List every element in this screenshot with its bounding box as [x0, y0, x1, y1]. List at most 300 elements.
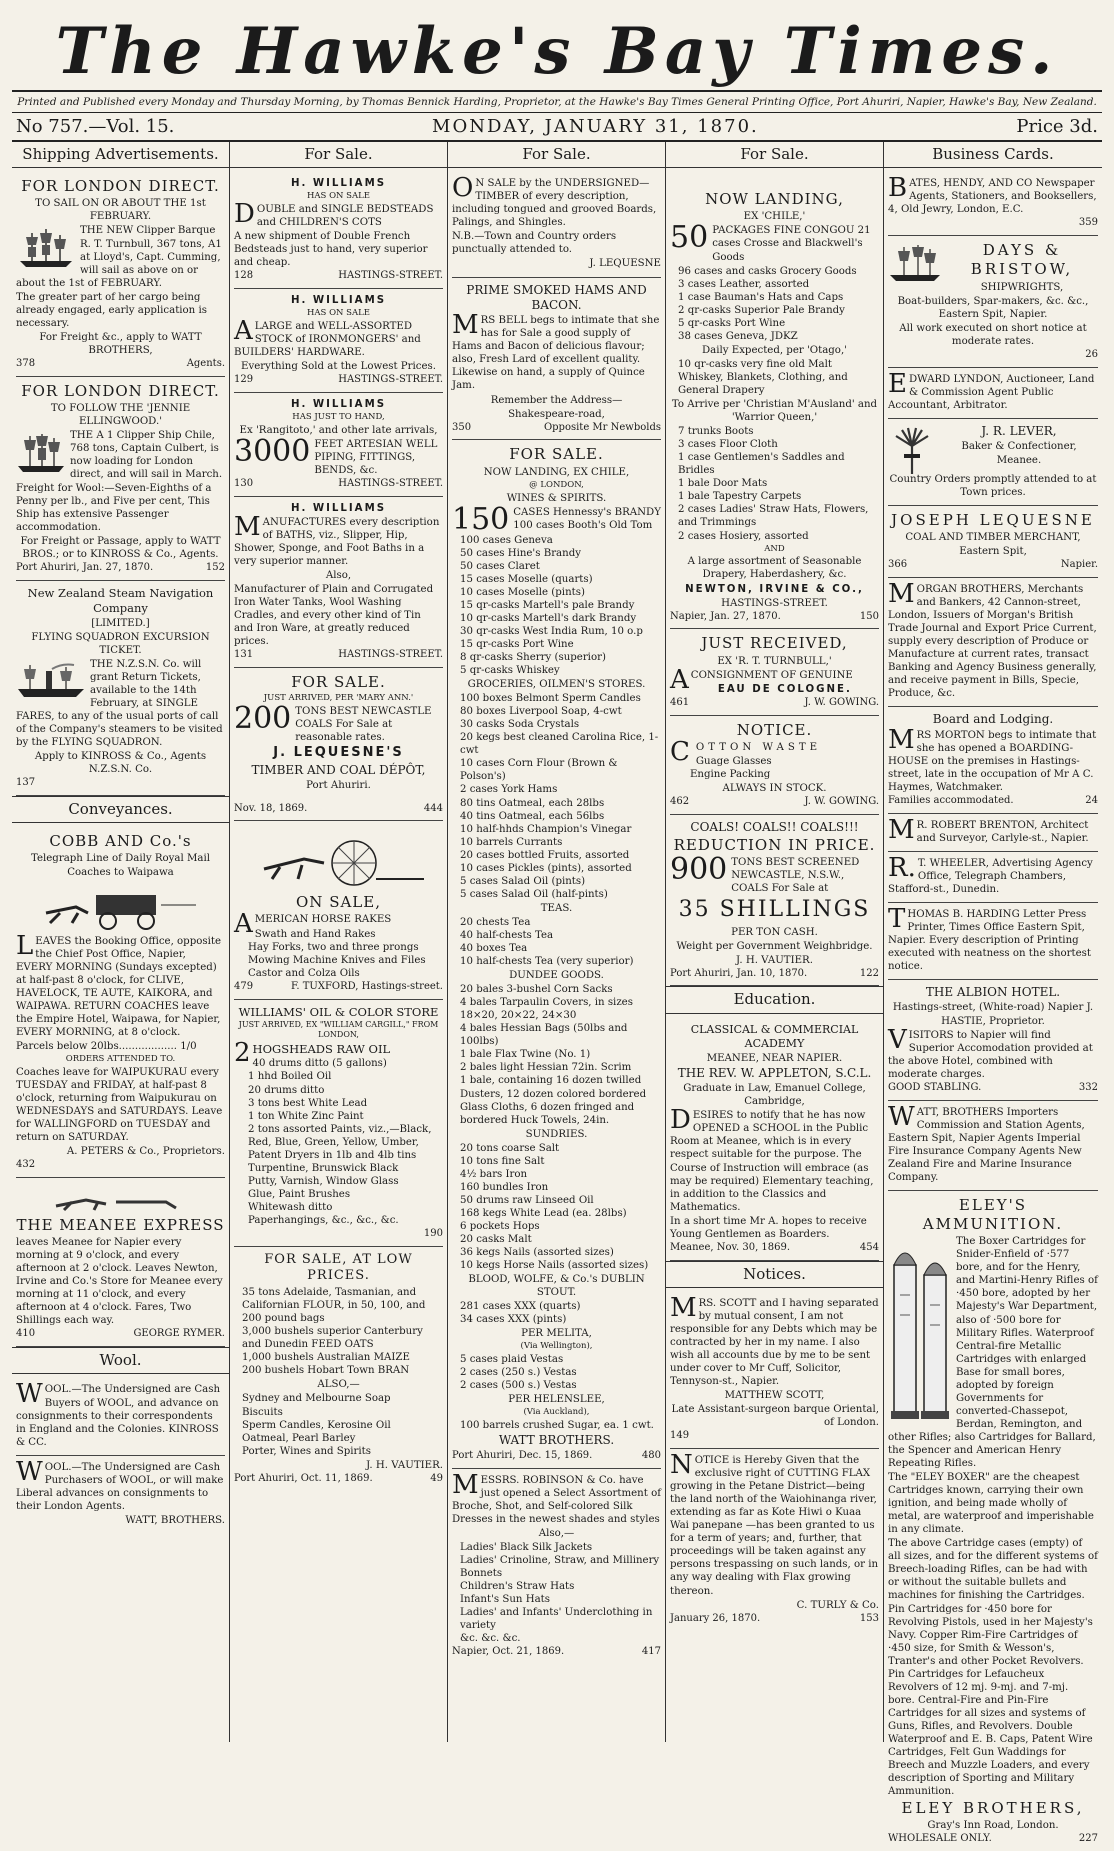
- card-watt-brothers: [888, 1101, 1098, 1191]
- section-wines: WINES & SPIRITS.: [506, 492, 607, 504]
- ad-list: 96 cases and casks Grocery Goods 3 cases Leather, assorted 1 case Bauman's Hats and Caps 2 qr-casks Superior Pale Brandy 5 qr-casks Port Wine 38 cases Geneva, JDKZ: [678, 265, 857, 342]
- ad-body: THE A 1 Clipper Ship Chile, 768 tons, Captain Culbert, is now loading for London direct, and will sail in March.: [70, 430, 223, 481]
- ad-body: NOTICE is Hereby Given that the exclusive right of CUTTING FLAX growing in the Petane District—being the land north of the Waiohinanga river, extending as far as Kote Hiwi o Kuaa Wai panepane —has been granted to us for a term of years; and, further, that proceedings will be taken against any persons trespassing on such lands, or in any way dealing with Flax growing thereon.: [670, 1450, 879, 1597]
- card-body-2: The "ELEY BOXER" are the cheapest Cartridges known, carrying their own ignition, and being made wholly of metal, are waterproof and imperishable in any climate.: [888, 1472, 1094, 1536]
- ad-drapery: A large assortment of Seasonable Drapery, Haberdashery, &c.: [687, 556, 862, 581]
- section-header-notices: Notices.: [666, 1261, 883, 1288]
- steamer-illustration: [16, 661, 86, 705]
- ad-subtitle: EX 'R. T. TURNBULL,': [717, 655, 832, 667]
- ad-body: WOOL.—The Undersigned are Cash Buyers of WOOL, and advance on consignments to their correspondents in England and the Colonies. KINROSS & CC.: [16, 1379, 221, 1448]
- ad-footer: [452, 1450, 661, 1463]
- card-days-bristow: [888, 236, 1098, 367]
- ad-subtitle: EX 'CHILE,': [743, 211, 806, 223]
- section-sundries: SUNDRIES.: [525, 1128, 588, 1140]
- card-address: Hastings-street, (White-road) Napier J. HASTIE, Proprietor.: [892, 1002, 1094, 1027]
- ad-depot: TIMBER AND COAL DÉPÔT,: [251, 763, 426, 778]
- ad-title: NOW LANDING,: [705, 190, 844, 209]
- ad-footer: [16, 777, 225, 790]
- card-footer: [888, 349, 1098, 362]
- ad-signature: J. W. GOWING.: [804, 696, 879, 708]
- ad-orders: ORDERS ATTENDED TO.: [65, 1053, 176, 1064]
- ad-number: 128: [234, 270, 254, 282]
- ad-signature: J. W. GOWING.: [804, 795, 879, 807]
- masthead: The Hawke's Bay Times.: [55, 14, 1059, 89]
- ad-arrive-list: 7 trunks Boots 3 cases Floor Cloth 1 case Gentlemen's Saddles and Bridles 1 bale Door Mats 1 bale Tapestry Carpets 2 cases Ladies' Straw Hats, Flowers, and Trimmings 2 cases Hosiery, assorted: [678, 426, 869, 542]
- card-lever: [888, 419, 1098, 506]
- horse-rake-illustration: [244, 829, 434, 889]
- card-body: Boat-builders, Spar-makers, &c. &c., Eastern Spit, Napier.: [897, 295, 1089, 320]
- ad-title: H. WILLIAMS: [290, 502, 387, 514]
- helenslee-via: (Via Auckland),: [523, 1407, 590, 1418]
- ad-to-arrive: To Arrive per 'Christian M'Ausland' and 'Warrior Queen,': [671, 399, 878, 424]
- ad-list: 40 drums ditto (5 gallons) 1 hhd Boiled Oil 20 drums ditto 3 tons best White Lead 1 ton White Zinc Paint 2 tons assorted Paints, viz.,—Black, Red, Blue, Green, Yellow, Umber, Patent Dryers in 1lb and 4lb tins Turpentine, Brunswick Black Putty, Varnish, Window Glass Glue, Paint Brushes Whitewash ditto Paperhangings, &c., &c., &c.: [248, 1058, 432, 1226]
- card-address: Gray's Inn Road, London.: [927, 1820, 1059, 1832]
- ad-product: EAU DE COLOGNE.: [717, 683, 852, 695]
- ad-signature: WATT BROTHERS.: [498, 1433, 615, 1448]
- ad-number: 454: [859, 1241, 879, 1253]
- card-lyndon: [888, 368, 1098, 419]
- ad-title: FOR SALE.: [509, 445, 604, 464]
- ad-body-2: Manufacturer of Plain and Corrugated Iron Water Tanks, Wool Washing Cradles, and every other kind of Tin and Iron Ware, at greatly reduced prices.: [234, 584, 434, 648]
- ad-title: PRIME SMOKED HAMS AND BACON.: [466, 282, 647, 312]
- ad-per-ton: PER TON CASH.: [731, 926, 818, 938]
- ad-address-2: Opposite Mr Newbolds: [543, 421, 661, 433]
- dateline: [12, 113, 1102, 142]
- ad-list: Ladies' Black Silk Jackets Ladies' Crinoline, Straw, and Millinery Bonnets Children's Straw Hats Infant's Sun Hats Ladies' and Infants' Underclothing in variety &c. &c. &c.: [460, 1541, 660, 1645]
- issue-number: No 757.—Vol. 15.: [16, 116, 175, 137]
- ad-also: Also,: [325, 570, 352, 582]
- ad-number: 137: [16, 777, 36, 789]
- column-header: For Sale.: [448, 142, 665, 168]
- ad-place: @ LONDON,: [529, 479, 584, 490]
- ad-footer: [452, 1646, 661, 1659]
- section-header-education: Education.: [666, 986, 883, 1013]
- ad-footer: [670, 1242, 879, 1255]
- column-header: Shipping Advertisements.: [12, 142, 229, 168]
- ad-bell-hams: [452, 278, 661, 441]
- ad-body: leaves Meanee for Napier every morning at 9 o'clock, and every afternoon at 2 o'clock. Leaves Newton, Irvine and Co.'s Store for Meanee every morning at 11 o'clock, and every afternoon at 4 o'clock. Fares, Two Shillings each way.: [16, 1237, 223, 1327]
- ad-footer: [670, 697, 879, 710]
- ad-number: 417: [641, 1646, 661, 1658]
- card-body: MR. ROBERT BRENTON, Architect and Surveyor, Carlyle-st., Napier.: [888, 814, 1089, 845]
- ad-subtitle: HAS ON SALE: [307, 191, 370, 202]
- ad-subtitle: TO FOLLOW THE 'JENNIE ELLINGWOOD.': [50, 402, 191, 427]
- card-title: ELEY'S AMMUNITION.: [922, 1195, 1064, 1234]
- ad-price: 35 SHILLINGS: [678, 897, 871, 923]
- card-title: JOSEPH LEQUESNE: [891, 510, 1095, 529]
- ad-street: HASTINGS-STREET.: [338, 270, 443, 282]
- ad-footer: [234, 374, 443, 387]
- section-stout: BLOOD, WOLFE, & Co.'s DUBLIN STOUT.: [468, 1274, 645, 1299]
- ad-place: Port Ahuriri.: [306, 780, 371, 792]
- column-header: For Sale.: [230, 142, 447, 168]
- ad-quantity: 200: [234, 701, 292, 737]
- ad-body-2: Freight for Wool:—Seven-Eighths of a Penny per lb., and Five per cent, This Ship has extensive Passenger accommodation.: [16, 483, 212, 534]
- ad-watt-chile-cargo: [452, 440, 661, 1468]
- card-brenton: [888, 814, 1098, 852]
- ship-illustration: [888, 243, 942, 287]
- ad-title: FOR LONDON DIRECT.: [21, 177, 220, 196]
- ad-body: ALARGE and WELL-ASSORTED STOCK of IRONMONGERS' and BUILDERS' HARDWARE.: [234, 316, 421, 359]
- ad-number: 122: [859, 967, 879, 979]
- ad-date: Nov. 18, 1869.: [234, 802, 308, 814]
- section-header-conveyances: Conveyances.: [12, 796, 229, 823]
- ad-body-2: The greater part of her cargo being already engaged, early application is necessary.: [16, 291, 207, 329]
- ad-body-2: FEET ARTESIAN WELL PIPING, FITTINGS, BENDS, &c.: [314, 439, 438, 477]
- ad-footer: [234, 1473, 443, 1486]
- ad-number: 131: [234, 649, 254, 661]
- card-trade: SHIPWRIGHTS,: [980, 281, 1064, 293]
- card-stabling: GOOD STABLING.: [888, 1081, 982, 1093]
- column-for-sale-2: [448, 142, 666, 1742]
- ad-body-2: A new shipment of Double French Bedsteads just to hand, very superior and cheap.: [234, 231, 428, 269]
- ad-expected-list: 10 qr-casks very fine old Malt Whiskey, Blankets, Clothing, and General Drapery: [678, 358, 848, 396]
- card-footer: [888, 217, 1098, 230]
- ad-subtitle: JUST ARRIVED, EX "WILLIAM CARGILL," FROM LONDON,: [238, 1020, 439, 1040]
- ad-number: 480: [641, 1449, 661, 1461]
- ad-title: WILLIAMS' OIL & COLOR STORE: [238, 1004, 439, 1019]
- ad-date: Napier, Jan. 27, 1870.: [670, 610, 781, 622]
- card-footer: [888, 559, 1098, 572]
- ad-street: HASTINGS-STREET.: [338, 478, 443, 490]
- ad-footer: [670, 796, 879, 809]
- card-body-3: The above Cartridge cases (empty) of all sizes, and for the different systems of Breech-loading Rifles, can be had with or without the suitable bullets and machines for finishing the Cartridges. Pin Cartridges for ·450 bore for Revolving Pistols, used in her Majesty's Navy. Copper Rim-Fire Cartridges of ·450 size, for Smith & Wesson's, Tranter's and other Pocket Revolvers. Pin Cartridges for Lefaucheux Revolvers of 12 mj. 9-mj. and 7-mj. bore. Central-Fire and Pin-Fire Cartridges for all sizes and systems of Guns, Rifles, and Revolvers. Double Waterproof and E. B. Caps, Patent Wire Cartridges, Felt Gun Waddings for Breech and Muzzle Loaders, and every description of Sporting and Military Ammunition.: [888, 1538, 1098, 1798]
- ad-subtitle: MEANEE, NEAR NAPIER.: [706, 1052, 843, 1064]
- ad-title: ON SALE,: [296, 893, 381, 912]
- ad-subtitle: Telegraph Line of Daily Royal Mail Coaches to Waipawa: [30, 853, 210, 878]
- ad-title: COBB AND Co.'s: [49, 832, 192, 851]
- card-trade: COAL AND TIMBER MERCHANT,: [905, 531, 1081, 543]
- ad-title: FOR LONDON DIRECT.: [21, 381, 220, 400]
- ad-williams-piping: [234, 393, 443, 497]
- ad-subtitle: NOW LANDING, EX CHILE,: [483, 466, 630, 478]
- ad-body-2: Coaches leave for WAIPUKURAU every TUESDAY and FRIDAY, at half-past 8 o'clock, returning from Waipukurau on WEDNESDAYS and SATURDAYS. Leave for WALLINGFORD on TUESDAY and return on SATURDAY.: [16, 1066, 223, 1144]
- ad-body: AMERICAN HORSE RAKES: [234, 909, 392, 940]
- card-footer: [888, 1082, 1098, 1095]
- ad-title: FOR SALE, AT LOW PRICES.: [264, 1251, 413, 1284]
- ad-list: 35 tons Adelaide, Tasmanian, and Californian FLOUR, in 50, 100, and 200 pound bags 3,000 bushels superior Canterbury and Dunedin FEED OATS 1,000 bushels Australian MAIZE 200 bushels Hobart Town BRAN: [242, 1287, 426, 1377]
- imprint-line: Printed and Published every Monday and Thursday Morning, by Thomas Bennick Harding, Proprietor, at the Hawke's Bay Times General Printing Office, Port Ahuriri, Napier, Hawke's Bay, New Zealand.: [12, 90, 1102, 113]
- ad-williams-bedsteads: [234, 172, 443, 289]
- ad-graduate: Graduate in Law, Emanuel College, Cambridge,: [683, 1083, 866, 1108]
- ad-date: Napier, Oct. 21, 1869.: [452, 1646, 565, 1658]
- card-body: EDWARD LYNDON, Auctioneer, Land & Commission Agent Public Accountant, Arbitrator.: [888, 368, 1095, 411]
- ad-subtitle: FLYING SQUADRON EXCURSION TICKET.: [31, 631, 210, 656]
- ad-body: TONS BEST NEWCASTLE COALS For Sale at reasonable rates.: [295, 706, 432, 744]
- card-body: MORGAN BROTHERS, Merchants and Bankers, 42 Cannon-street, London, Issuers of Morgan's British Trade Journal and Export Price Current, supply every description of Produce or Manufacture at current rates, transact Banking and Agency Business generally, and receive payment in Bills, Specie, Produce, &c.: [888, 578, 1097, 700]
- ad-footer: [670, 1613, 879, 1626]
- card-body: The Boxer Cartridges for Snider-Enfield of ·577 bore, and for the Henry, and Martini-Henry Rifles of ·450 bore, adopted by her Majesty's War Department, also of ·500 bore for Military Rifles. Waterproof Central-fire Metallic Cartridges with enlarged Base for small bores, adopted by foreign Governments for converted-Chassepot, Berdan, Remington, and other Rifles; also Cartridges for Ballard, the Spencer and American Henry Repeating Rifles.: [888, 1236, 1098, 1470]
- stout-list: 281 cases XXX (quarts) 34 cases XXX (pints): [460, 1301, 581, 1326]
- card-body: R.T. WHEELER, Advertising Agency Office, Telegraph Chambers, Stafford-st., Dunedin.: [888, 852, 1093, 895]
- card-address: Eastern Spit,: [959, 546, 1027, 557]
- column-header: Business Cards.: [884, 142, 1102, 168]
- ad-weight: Weight per Government Weighbridge.: [676, 940, 873, 952]
- ad-number: 378: [16, 357, 36, 369]
- section-melita: PER MELITA,: [521, 1328, 592, 1340]
- card-body: MRS MORTON begs to intimate that she has opened a BOARDING-HOUSE on the premises in Hastings-street, late in the occupation of Mr A C. Haymes, Watchmaker.: [888, 724, 1097, 793]
- ad-subtitle: HAS ON SALE: [307, 308, 370, 319]
- ad-date: January 26, 1870.: [670, 1612, 761, 1624]
- ad-body: Ex 'Rangitoto,' and other late arrivals,: [239, 424, 438, 436]
- ad-footer: [234, 649, 443, 662]
- card-title: J. R. LEVER,: [981, 423, 1057, 438]
- ad-title: CLASSICAL & COMMERCIAL ACADEMY: [690, 1022, 859, 1050]
- ad-newton-irvine: [670, 172, 879, 629]
- ad-body: DOUBLE and SINGLE BEDSTEADS and CHILDREN'S COTS: [234, 199, 434, 230]
- ad-list: Swath and Hand Rakes Hay Forks, two and three prongs Mowing Machine Knives and Files Castor and Colza Oils: [248, 928, 426, 979]
- ad-body-2: Everything Sold at the Lowest Prices.: [241, 361, 436, 373]
- card-body-2: All work executed on short notice at moderate rates.: [899, 322, 1087, 347]
- ad-title: H. WILLIAMS: [290, 295, 387, 307]
- card-body: VISITORS to Napier will find Superior Accomodation provided at the above Hotel, combined with moderate charges.: [888, 1024, 1093, 1080]
- ad-street: HASTINGS-STREET.: [338, 374, 443, 386]
- ad-footer: [670, 968, 879, 981]
- ad-london-direct-1: [16, 172, 225, 377]
- ad-footer: [16, 562, 225, 575]
- ad-title: H. WILLIAMS: [290, 178, 387, 190]
- ad-number: 152: [205, 562, 225, 574]
- ad-date: Port Ahuriri, Jan. 27, 1870.: [16, 562, 154, 574]
- column-header: For Sale.: [666, 142, 883, 168]
- ad-also: ALSO,—: [317, 1379, 360, 1391]
- ad-date: Port Ahuriri, Dec. 15, 1869.: [452, 1449, 593, 1461]
- ad-wool-watt: [16, 1456, 225, 1533]
- ad-number: 461: [670, 696, 690, 708]
- ad-quantity: 150: [452, 501, 510, 537]
- ad-signature: J. LEQUESNE: [589, 258, 661, 270]
- ad-lequesne-coal: [234, 668, 443, 821]
- ad-body: MRS BELL begs to intimate that she has for Sale a good supply of Hams and Bacon of delicious flavour; also, Fresh Lard of excellent quality. Likewise on hand, a supply of Quince Jam.: [452, 310, 660, 392]
- ad-footer: [670, 611, 879, 624]
- card-number: 366: [888, 559, 908, 571]
- ad-meanee-academy: [670, 1018, 879, 1261]
- ad-body: CASES Hennessy's BRANDY 100 cases Booth's Old Tom: [513, 506, 661, 531]
- ad-body: COTTON WASTE: [670, 736, 822, 767]
- ad-gowing-cologne: [670, 629, 879, 715]
- card-number: 332: [1078, 1081, 1098, 1093]
- card-body: Country Orders promptly attended to at Town prices.: [889, 473, 1097, 498]
- ad-date: Port Ahuriri, Oct. 11, 1869.: [234, 1472, 373, 1484]
- ad-parcels: Parcels below 20lbs.................. 1/0: [16, 1040, 197, 1052]
- melita-list: 5 cases plaid Vestas 2 cases (250 s.) Vestas 2 cases (500 s.) Vestas: [460, 1354, 577, 1392]
- card-place: Napier.: [1060, 559, 1098, 571]
- ad-tuxford-rakes: [234, 821, 443, 999]
- ad-footer: [670, 1430, 879, 1443]
- ad-date: Port Ahuriri, Jan. 10, 1870.: [670, 967, 808, 979]
- ad-footer: [234, 803, 443, 816]
- ad-body: 2HOGSHEADS RAW OIL: [234, 1037, 391, 1068]
- ad-title: H. WILLIAMS: [290, 399, 387, 411]
- ad-signature: GEORGE RYMER.: [133, 1328, 225, 1340]
- ad-quantity: 50: [670, 220, 709, 256]
- ad-title: NOTICE.: [736, 720, 813, 739]
- columns: [12, 142, 1102, 1845]
- ad-number: 150: [859, 610, 879, 622]
- card-morton-boarding: [888, 707, 1098, 813]
- ad-subtitle: JUST ARRIVED, PER 'MARY ANN.': [263, 693, 414, 704]
- ad-footer: [16, 358, 225, 371]
- ad-subtitle: HAS JUST TO HAND,: [292, 412, 385, 423]
- ad-subtitle: REDUCTION IN PRICE.: [673, 836, 876, 855]
- ad-also: Also,—: [538, 1527, 575, 1539]
- ad-limited: [LIMITED.]: [91, 617, 150, 629]
- card-morgan-brothers: [888, 578, 1098, 707]
- card-body: WATT, BROTHERS Importers Commission and Station Agents, Eastern Spit, Napier Agents Imperial Fire Insurance Company Agents New Zealand Fire and Marine Insurance Company.: [888, 1101, 1085, 1183]
- ad-quantity: 900: [670, 852, 728, 888]
- ad-meanee-express: [16, 1178, 225, 1347]
- cartridge-illustration: [888, 1235, 952, 1425]
- card-title: THE ALBION HOTEL.: [925, 985, 1061, 1000]
- ship-illustration: [16, 227, 76, 271]
- ad-footer: [234, 270, 443, 283]
- ad-title: FOR SALE.: [291, 673, 386, 692]
- ad-body: THE N.Z.S.N. Co. will grant Return Tickets, available to the 14th February, at SINGLE FARES, to any of the usual ports of call of the Company's steamers to be visited by the FLYING SQUADRON.: [16, 658, 223, 749]
- ad-body-2: N.B.—Town and Country orders punctually attended to.: [452, 231, 617, 256]
- ad-body: LEAVES the Booking Office, opposite the Chief Post Office, Napier, EVERY MORNING (Sundays excepted) at half-past 8 o'clock, for CLIVE, HAVELOCK, TE AUTE, KAIKORA, and WAIPAWA. RETURN COACHES leave the Empire Hotel, Waipawa, for Napier, EVERY MORNING, at 8 o'clock.: [16, 930, 221, 1038]
- ad-cobb-and-co: [16, 827, 225, 1178]
- card-signature: ELEY BROTHERS,: [901, 1799, 1085, 1818]
- card-number: 227: [1078, 1833, 1098, 1845]
- ad-street: HASTINGS-STREET.: [338, 649, 443, 661]
- ad-expected: Daily Expected, per 'Otago,': [702, 344, 847, 356]
- section-header-wool: Wool.: [12, 1347, 229, 1374]
- card-trade: Baker & Confectioner,: [961, 441, 1077, 453]
- melita-via: (Via Wellington),: [520, 1341, 593, 1352]
- card-title: DAYS & BRISTOW,: [970, 241, 1074, 279]
- ad-robinson-silks: [452, 1469, 661, 1664]
- ad-body: MRS. SCOTT and I having separated by mutual consent, I am not responsible for any Debts which may be contracted by her in my name. I also wish all accounts due by me to be sent under cover to Mr Cuff, Solicitor, Tennyson-st., Napier.: [670, 1292, 879, 1388]
- ad-body: MANUFACTURES every description of BATHS, viz., Slipper, Hip, Shower, Sponge, and Foot Baths in a very superior manner.: [234, 512, 440, 568]
- wines-list: 100 cases Geneva 50 cases Hine's Brandy 50 cases Claret 15 cases Moselle (quarts) 10 cases Moselle (pints) 15 qr-casks Martell's pale Brandy 10 qr-casks Martell's dark Brandy 30 qr-casks West India Rum, 10 o.p 15 qr-casks Port Wine 8 qr-casks Sherry (superior) 5 qr-casks Whiskey: [460, 534, 643, 677]
- ad-date: Meanee, Nov. 30, 1869.: [670, 1241, 791, 1253]
- ad-footer: [16, 1328, 225, 1341]
- section-groceries: GROCERIES, OILMEN'S STORES.: [467, 679, 646, 691]
- ad-vautier-flour: [234, 1247, 443, 1491]
- ad-body: PACKAGES FINE CONGOU 21 cases Crosse and Blackwell's Goods: [712, 225, 871, 263]
- ad-signature: C. TURLY & Co.: [796, 1599, 879, 1611]
- ad-list-2: Sydney and Melbourne Soap Biscuits Sperm Candles, Kerosine Oil Oatmeal, Pearl Barley Porter, Wines and Spirits: [242, 1393, 391, 1457]
- ad-title: THE MEANEE EXPRESS: [16, 1215, 225, 1234]
- ad-signature: F. TUXFORD, Hastings-street.: [291, 980, 443, 992]
- ad-stock: ALWAYS IN STOCK.: [722, 782, 827, 794]
- ad-signature: A. PETERS & Co., Proprietors.: [66, 1146, 225, 1158]
- ad-number: 432: [16, 1159, 36, 1171]
- ad-number: 149: [670, 1430, 690, 1442]
- card-harding: [888, 903, 1098, 980]
- ad-number: 350: [452, 421, 472, 433]
- card-number: 26: [1085, 348, 1098, 360]
- column-business-cards: [884, 142, 1102, 1845]
- card-footer: [888, 795, 1098, 808]
- dundee-list: 20 bales 3-bushel Corn Sacks 4 bales Tarpaulin Covers, in sizes 18×20, 20×22, 24×30 4 bales Hessian Bags (50lbs and 100lbs) 1 bale Flax Twine (No. 1) 2 bales light Hessian 72in. Scrim 1 bale, containing 16 dozen twilled Dusters, 12 dozen colored bordered Glass Cloths, 6 dozen fringed and bordered Huck Towels, 24in.: [460, 984, 647, 1126]
- card-albion-hotel: [888, 980, 1098, 1100]
- ad-apply: Apply to KINROSS & Co., Agents N.Z.S.N. Co.: [34, 751, 207, 776]
- ad-apply: For Freight &c., apply to WATT BROTHERS,: [39, 331, 202, 356]
- ad-footer: [234, 478, 443, 491]
- ad-title: COALS! COALS!! COALS!!!: [690, 819, 859, 834]
- ad-number: 129: [234, 374, 254, 386]
- ad-and: AND: [764, 543, 785, 554]
- ad-agents: Agents.: [186, 357, 225, 369]
- ad-signature: MATTHEW SCOTT,: [724, 1390, 825, 1402]
- ad-apply: For Freight or Passage, apply to WATT BROS.; or to KINROSS & Co., Agents.: [20, 536, 221, 561]
- issue-date: MONDAY, JANUARY 31, 1870.: [432, 116, 759, 137]
- section-teas: TEAS.: [540, 902, 573, 914]
- ad-teacher: THE REV. W. APPLETON, S.C.L.: [677, 1065, 872, 1080]
- ad-body: DESIRES to notify that he has now OPENED a SCHOOL in the Public Room at Meanee, which is in every respect suitable for the purpose. The Course of Instruction will embrace (as may be required) Elementary teaching, in addition to the Classics and Mathematics.: [670, 1105, 874, 1213]
- card-wheeler: [888, 852, 1098, 903]
- card-place: Meanee.: [996, 455, 1042, 467]
- ad-list: Guage Glasses Engine Packing: [690, 755, 772, 780]
- ad-signature: J. H. VAUTIER.: [736, 954, 813, 966]
- ad-footer: [452, 422, 661, 435]
- ad-number: 462: [670, 795, 690, 807]
- issue-price: Price 3d.: [1016, 116, 1098, 137]
- ad-body-2: In a short time Mr A. hopes to receive Young Gentlemen as Boarders.: [670, 1215, 867, 1240]
- ad-body: ACONSIGNMENT OF GENUINE: [670, 664, 853, 695]
- ad-signature: J. H. VAUTIER.: [366, 1459, 443, 1471]
- ad-flax-notice: [670, 1449, 879, 1630]
- ad-london-direct-2: [16, 377, 225, 582]
- ad-gowing-cotton: [670, 716, 879, 815]
- ad-footer: [234, 981, 443, 994]
- card-bates-hendy: [888, 172, 1098, 236]
- ad-wool-kinross: [16, 1378, 225, 1455]
- section-helenslee: PER HELENSLEE,: [508, 1394, 605, 1406]
- horse-illustration: [46, 1186, 196, 1212]
- coach-illustration: [36, 883, 206, 931]
- card-body: THOMAS B. HARDING Letter Press Printer, Times Office Eastern Spit, Napier. Every description of Printing executed with neatness on the shortest notice.: [888, 903, 1091, 973]
- wheat-sheaf-illustration: [888, 426, 936, 470]
- section-dundee: DUNDEE GOODS.: [509, 970, 604, 982]
- ad-number: 130: [234, 478, 254, 490]
- ad-signature-2: Late Assistant-surgeon barque Oriental, of London.: [671, 1404, 879, 1429]
- ad-signature: WATT, BROTHERS.: [125, 1514, 225, 1526]
- ad-body: ON SALE by the UNDERSIGNED—TIMBER of every description, including tongued and grooved Boards, Palings, and Shingles.: [452, 173, 657, 229]
- ad-body: MESSRS. ROBINSON & Co. have just opened a Select Assortment of Broche, Shot, and Self-colored Silk Dresses in the newest shades and styles: [452, 1469, 661, 1525]
- ship-illustration: [16, 432, 66, 476]
- ad-number: 479: [234, 980, 254, 992]
- ad-number: 190: [423, 1228, 443, 1240]
- ad-number: 153: [859, 1612, 879, 1624]
- ad-williams-baths: [234, 497, 443, 668]
- ad-number: 444: [423, 802, 443, 814]
- helenslee-list: 100 barrels crushed Sugar, ea. 1 cwt.: [460, 1420, 654, 1432]
- card-title: Board and Lodging.: [932, 712, 1054, 727]
- ad-quantity: 3000: [234, 434, 311, 470]
- ad-footer: [16, 1159, 225, 1172]
- ad-body: THE NEW Clipper Barque R. T. Turnbull, 367 tons, A1 at Lloyd's, Capt. Cumming, will sail as above on or about the 1st of FEBRUARY.: [16, 225, 222, 289]
- teas-list: 20 chests Tea 40 half-chests Tea 40 boxes Tea 10 half-chests Tea (very superior): [460, 916, 634, 968]
- card-number: 359: [1078, 217, 1098, 229]
- card-body: BATES, HENDY, AND CO Newspaper Agents, Stationers, and Booksellers, 4, Old Jewry, London, E.C.: [888, 173, 1097, 216]
- ad-body: TONS BEST SCREENED NEWCASTLE, N.S.W., COALS For Sale at: [731, 857, 860, 895]
- ad-body: WOOL.—The Undersigned are Cash Purchasers of WOOL, or will make Liberal advances on consignments to their London Agents.: [16, 1456, 224, 1512]
- card-number: 24: [1085, 794, 1098, 806]
- ad-number: 49: [430, 1472, 443, 1484]
- ad-subtitle: TO SAIL ON OR ABOUT THE 1st FEBRUARY.: [35, 198, 206, 223]
- ad-firm: NEWTON, IRVINE & CO.,: [685, 583, 864, 595]
- column-for-sale-1: [230, 142, 448, 1742]
- ad-title: JUST RECEIVED,: [701, 634, 848, 653]
- column-shipping: [12, 142, 230, 1742]
- newspaper-page: [12, 0, 1102, 1845]
- ad-address-label: Remember the Address—: [490, 394, 623, 406]
- ad-scott-notice: [670, 1292, 879, 1449]
- sundries-list: 20 tons coarse Salt 10 tons fine Salt 4½ bars Iron 160 bundles Iron 50 drums raw Linseed Oil 168 kegs White Lead (ea. 28lbs) 6 pockets Hops 20 casks Malt 36 kegs Nails (assorted sizes) 10 kegs Horse Nails (assorted sizes): [460, 1142, 649, 1272]
- card-footer: [888, 1833, 1098, 1846]
